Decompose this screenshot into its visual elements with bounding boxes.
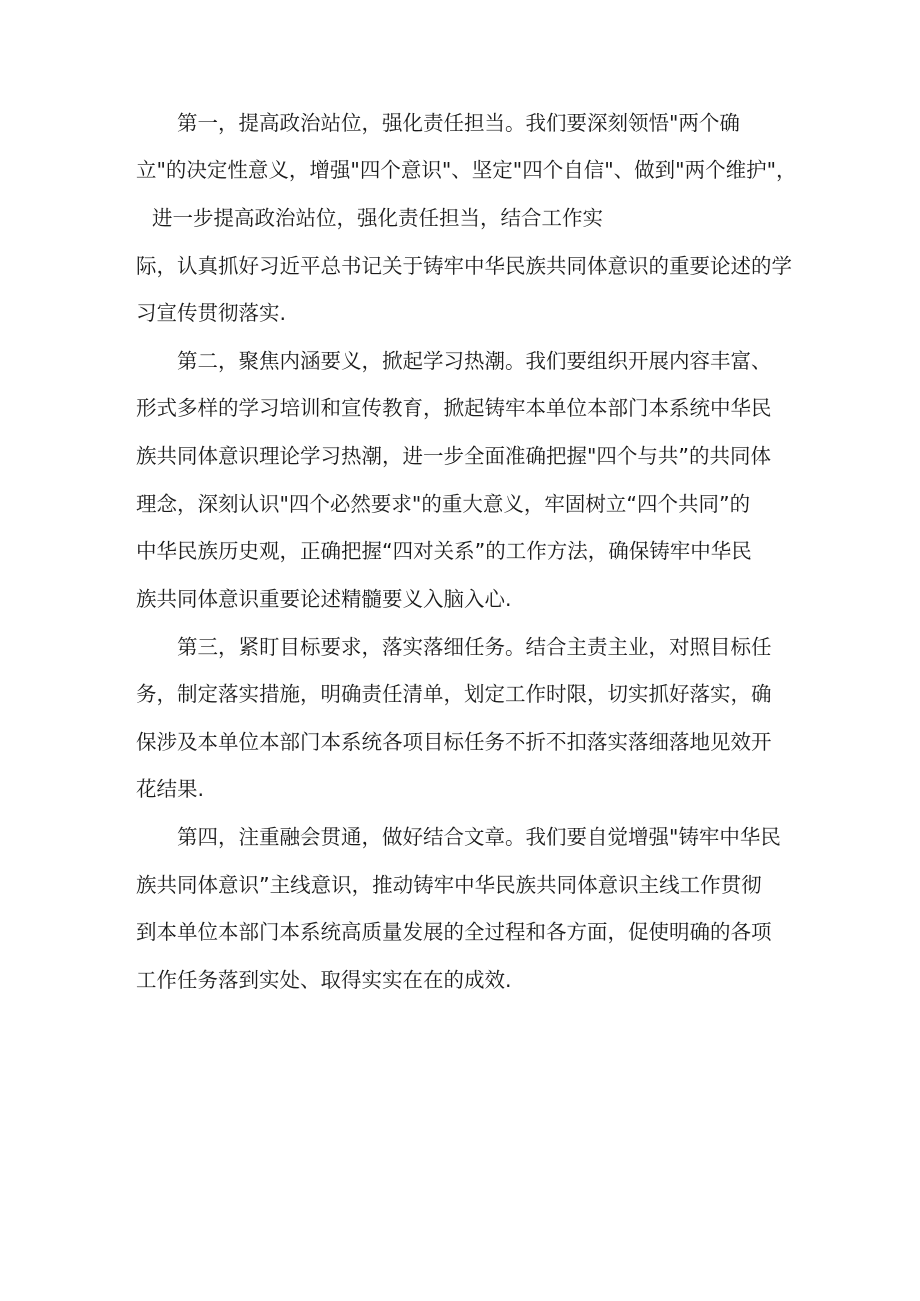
paragraph-line: 族共同体意识理论学习热潮，进一步全面准确把握"四个与共”的共同体 xyxy=(136,444,772,468)
paragraph-line: 族共同体意识重要论述精髓要义入脑入心. xyxy=(136,587,512,611)
paragraph-line: 习宣传贯彻落实. xyxy=(136,301,287,325)
paragraph-line: 务，制定落实措施，明确责任清单，划定工作时限，切实抓好落实，确 xyxy=(136,682,772,706)
paragraph-line: 立"的决定性意义，增强"四个意识"、坚定"四个自信"、做到"两个维护"， xyxy=(136,158,797,182)
paragraph-line: 第三，紧盯目标要求，落实落细任务。结合主责主业，对照目标任 xyxy=(177,635,772,659)
paragraph-line: 花结果. xyxy=(136,777,205,801)
paragraph-line: 到本单位本部门本系统高质量发展的全过程和各方面，促使明确的各项 xyxy=(136,920,772,944)
paragraph-line: 进一步提高政治站位，强化责任担当，结合工作实 xyxy=(152,206,603,230)
paragraph-line: 族共同体意识”主线意识，推动铸牢中华民族共同体意识主线工作贯彻 xyxy=(136,873,762,897)
paragraph-line: 工作任务落到实处、取得实实在在的成效. xyxy=(136,968,512,992)
paragraph-line: 中华民族历史观，正确把握“四对关系”的工作方法，确保铸牢中华民 xyxy=(136,539,752,563)
paragraph-line: 理念，深刻认识"四个必然要求"的重大意义，牢固树立“四个共同”的 xyxy=(136,492,751,516)
paragraph-line: 保涉及本单位本部门本系统各项目标任务不折不扣落实落细落地见效开 xyxy=(136,730,772,754)
paragraph-line: 形式多样的学习培训和宣传教育，掀起铸牢本单位本部门本系统中华民 xyxy=(136,396,772,420)
paragraph-line: 第四，注重融会贯通，做好结合文章。我们要自觉增强"铸牢中华民 xyxy=(177,825,781,849)
paragraph-line: 际，认真抓好习近平总书记关于铸牢中华民族共同体意识的重要论述的学 xyxy=(136,254,792,278)
paragraph-line: 第二，聚焦内涵要义，掀起学习热潮。我们要组织开展内容丰富、 xyxy=(177,349,772,373)
paragraph-line: 第一，提高政治站位，强化责任担当。我们要深刻领悟"两个确 xyxy=(177,111,740,135)
